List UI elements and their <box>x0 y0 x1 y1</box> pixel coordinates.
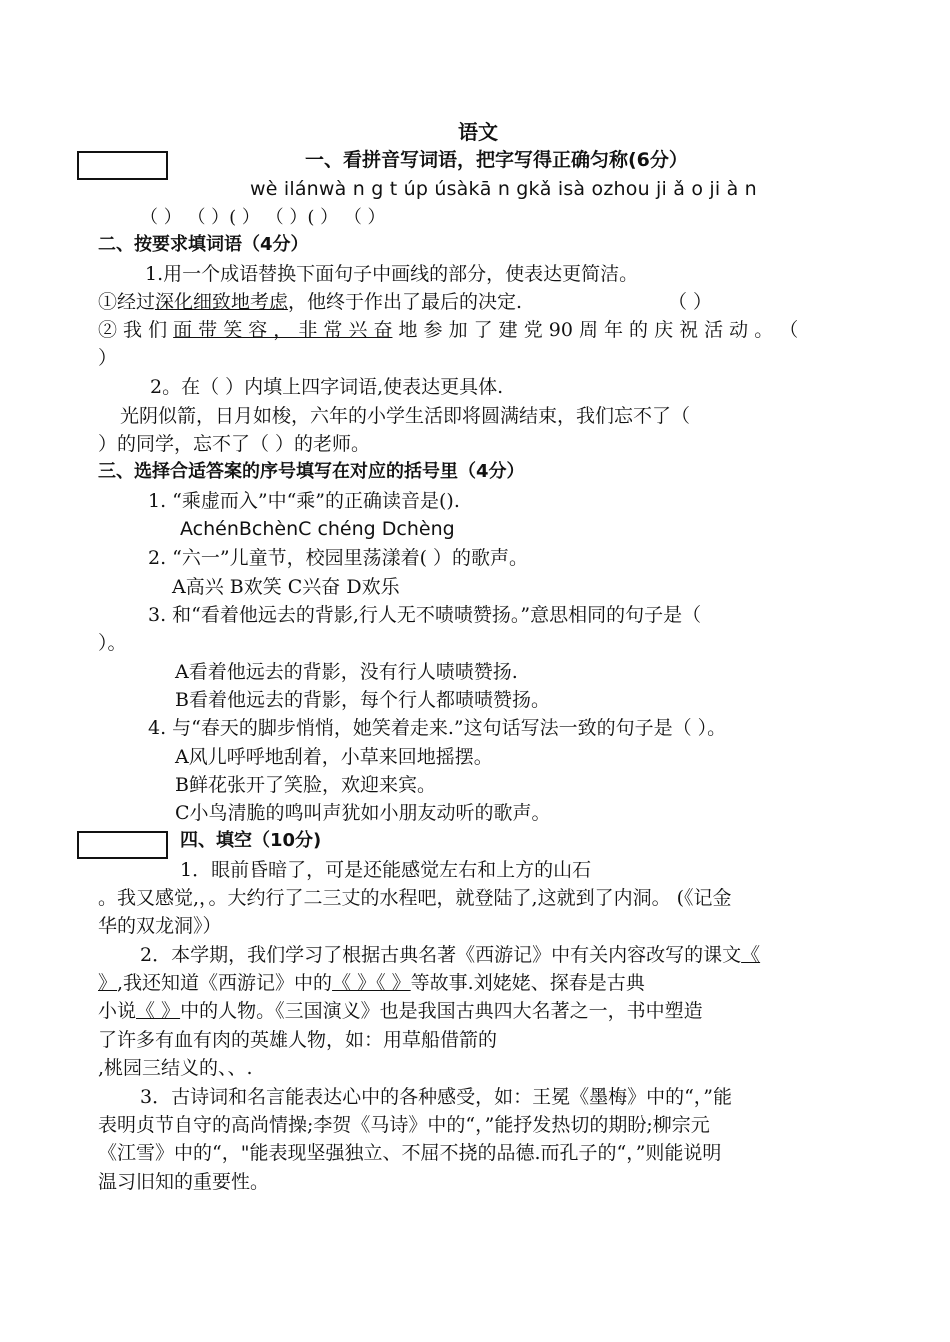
section3-question-3-option-b[interactable]: B看着他远去的背影，每个行人都啧啧赞扬。 <box>175 689 550 711</box>
q2-line-3-text: 中的人物。《三国演义》也是我国古典四大名著之一，书中塑造 <box>180 1000 703 1022</box>
sentence-1-underlined: 深化细致地考虑 <box>155 291 289 313</box>
section3-question-2: 2. “六一”儿童节，校园里荡漾着( ）的歌声。 <box>148 547 529 569</box>
section4-question-2-line-4: 了许多有血有肉的英雄人物，如：用草船借箭的 <box>98 1029 498 1051</box>
section4-question-2-line-5: ,桃园三结义的、、. <box>98 1057 253 1079</box>
section2-paragraph-line-2[interactable]: ）的同学，忘不了（ ）的老师。 <box>98 433 371 455</box>
section3-question-2-options[interactable]: A高兴 B欢笑 C兴奋 D欢乐 <box>172 576 400 598</box>
q2-blank-title-open[interactable]: 《 <box>741 944 761 966</box>
section4-heading: 四、填空（10分) <box>180 830 322 851</box>
score-box-1[interactable] <box>77 151 168 180</box>
section4-question-1-line-3: 华的双龙洞》） <box>98 915 222 937</box>
section3-question-1: 1. “乘虚而入”中“乘”的正确读音是(). <box>148 490 460 512</box>
section4-question-3-line-2: 表明贞节自守的高尚情操;李贺《马诗》中的“，”能抒发热切的期盼;柳宗元 <box>98 1114 710 1136</box>
section2-question-1: 1.用一个成语替换下面句子中画线的部分，使表达更简洁。 <box>145 263 639 285</box>
section3-question-1-options[interactable]: AchénBchènC chéng Dchèng <box>180 518 455 540</box>
section4-question-1-line-2: 。我又感觉,，。大约行了二三丈的水程吧，就登陆了,这就到了内洞。 (《记金 <box>98 887 732 909</box>
q2-blank-novel[interactable]: 《 》 <box>136 1000 181 1022</box>
section3-question-4-option-b[interactable]: B鲜花张开了笑脸，欢迎来宾。 <box>175 774 436 796</box>
sentence-1-suffix: ，他终于作出了最后的决定. <box>288 291 523 313</box>
section2-sentence-2 <box>98 318 798 342</box>
section3-question-4: 4. 与“春天的脚步悄悄，她笑着走来.”这句话写法一致的句子是（ ）。 <box>148 717 727 739</box>
section1-pinyin: wè ilánwà n g t úp úsàkā n gkǎ isà ozhou ji ǎ o ji à n <box>250 178 757 200</box>
sentence-2-suffix: 地 参 加 了 建 党 90 周 年 的 庆 祝 活 动 。 （ <box>392 319 799 341</box>
page-title: 语文 <box>458 120 498 144</box>
section4-question-1-line-1: 1．眼前昏暗了，可是还能感觉左右和上方的山石 <box>180 859 592 881</box>
q2-line-2-tail: 等故事.刘姥姥、探春是古典 <box>410 972 645 994</box>
section2-heading: 二、按要求填词语（4分） <box>98 234 309 255</box>
q2-blank-stories[interactable]: 《 》《 》 <box>332 972 411 994</box>
section2-sentence-1 <box>98 290 522 314</box>
sentence-2-answer-close[interactable]: ） <box>98 347 118 369</box>
section4-question-3-line-3: 《江雪》中的“，"能表现坚强独立、不屈不挠的品德.而孔子的“，”则能说明 <box>98 1142 722 1164</box>
section3-question-4-option-a[interactable]: A风儿呼呼地刮着，小草来回地摇摆。 <box>175 746 493 768</box>
section3-question-3: 3. 和“看着他远去的背影,行人无不啧啧赞扬。”意思相同的句子是（ <box>148 604 702 626</box>
q2-line-2-text: ,我还知道《西游记》中的 <box>117 972 333 994</box>
section1-heading: 一、看拼音写词语，把字写得正确匀称(6分） <box>305 149 688 171</box>
section4-question-2-line-2 <box>98 971 645 995</box>
section4-question-3-line-4: 温习旧知的重要性。 <box>98 1171 270 1193</box>
score-box-4[interactable] <box>77 831 168 859</box>
section4-question-2-line-3 <box>98 999 703 1023</box>
section3-question-3-option-a[interactable]: A看着他远去的背影，没有行人啧啧赞扬. <box>175 661 518 683</box>
section3-question-3-close[interactable]: ）。 <box>98 632 127 654</box>
section3-question-4-option-c[interactable]: C小鸟清脆的鸣叫声犹如小朋友动听的歌声。 <box>175 802 551 824</box>
section2-paragraph-line-1: 光阴似箭，日月如梭，六年的小学生活即将圆满结束，我们忘不了（ <box>120 405 691 427</box>
q2-line-3-head: 小说 <box>98 1000 137 1022</box>
section4-question-2-line-1 <box>140 943 760 967</box>
section4-question-3-line-1: 3．古诗词和名言能表达心中的各种感受，如：王冕《墨梅》中的“，”能 <box>140 1086 733 1108</box>
section1-answer-blanks[interactable]: （ ） （ ）( ） （ ）( ） （ ） <box>140 207 386 228</box>
q2-line-1-text: 2．本学期，我们学习了根据古典名著《西游记》中有关内容改写的课文 <box>140 944 742 966</box>
sentence-2-underlined: 面 带 笑 容 ， 非 常 兴 奋 <box>173 319 393 341</box>
sentence-1-prefix: ①经过 <box>98 291 156 313</box>
sentence-2-prefix: ② 我 们 <box>98 319 174 341</box>
section2-question-2: 2。在（ ）内填上四字词语,使表达更具体. <box>150 376 504 398</box>
q2-blank-title-close[interactable]: 》 <box>98 972 118 994</box>
sentence-1-answer-blank[interactable]: （ ） <box>668 291 713 313</box>
section3-heading: 三、选择合适答案的序号填写在对应的括号里（4分） <box>98 461 525 482</box>
